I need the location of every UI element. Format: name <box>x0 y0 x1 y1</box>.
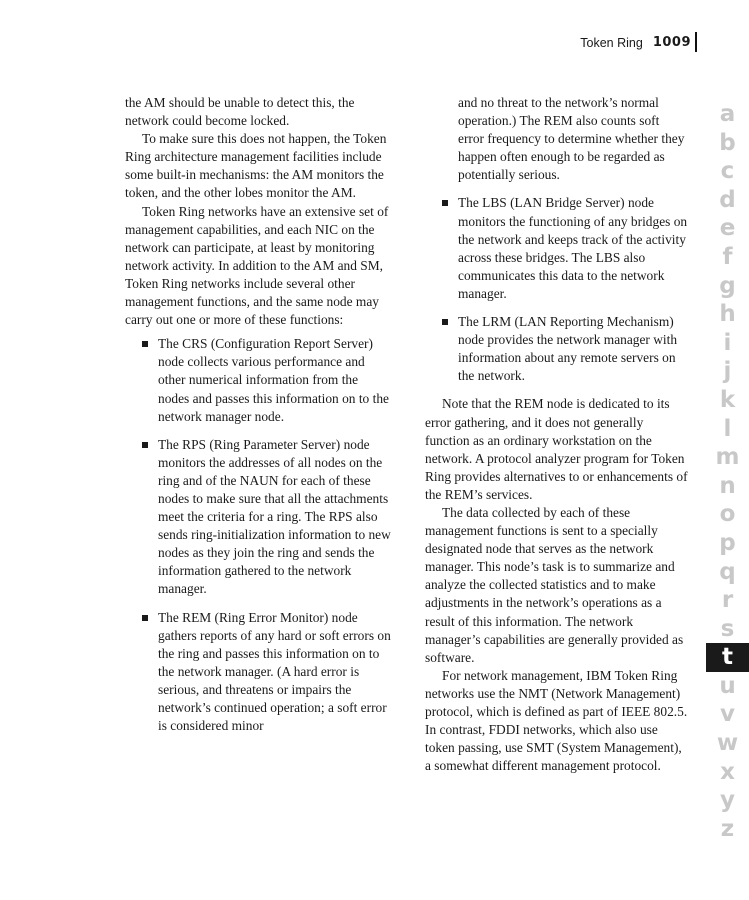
running-header <box>580 34 691 52</box>
alphabet-tab-v: v <box>720 701 735 728</box>
alphabet-tab-x: x <box>720 758 735 785</box>
alphabet-tab-z: z <box>720 815 735 842</box>
alphabet-tab-l: l <box>723 415 732 442</box>
paragraph: The data collected by each of these management functions is sent to a specially designated node that serves as the network manager. This node’s task is to summarize and analyze the collected statistics and to make adjustments in the network’s operations as a result of this information. The network manager’s capabilities are generally provided as software. <box>425 504 684 665</box>
bullet-item-lbs: The LBS (LAN Bridge Server) node monitors the functioning of any bridges on the network and keeps track of the activity across these bridges. The LBS also communicates this data to the network manager. <box>425 194 688 303</box>
alphabet-tab-h: h <box>719 301 736 328</box>
alphabet-tab-u: u <box>719 672 736 699</box>
alphabet-tab-d: d <box>719 186 736 213</box>
alphabet-tab-i: i <box>723 329 732 356</box>
paragraph: For network management, IBM Token Ring networks use the NMT (Network Management) protocol, which is defined as part of IEEE 802.5. In contrast, FDDI networks, which also use token passing, use SMT (System Management), a somewhat different management protocol. <box>425 667 688 774</box>
alphabet-tab-t: t <box>706 643 749 672</box>
alphabet-tab-o: o <box>719 501 736 528</box>
bullet-list <box>425 94 688 385</box>
bullet-item-rem-continued: and no threat to the network’s normal operation.) The REM also counts soft error frequency to determine whether they happen often enough to be regarded as potentially serious. <box>458 95 685 183</box>
alphabet-tab-w: w <box>716 730 739 757</box>
bullet-list <box>125 335 391 735</box>
alphabet-tab-g: g <box>719 272 736 299</box>
alphabet-tab-p: p <box>719 529 736 556</box>
header-title: Token Ring <box>580 36 643 50</box>
alphabet-tab-r: r <box>721 587 734 614</box>
right-column <box>425 94 688 775</box>
bullet-item-rem: The REM (Ring Error Monitor) node gathers reports of any hard or soft errors on the ring and passes this information on to the network manager. (A hard error is serious, and threatens or impairs the network’s continued operation; a soft error is considered minor <box>125 609 391 736</box>
alphabet-tab-j: j <box>723 358 732 385</box>
bullet-item-lrm: The LRM (LAN Reporting Mechanism) node provides the network manager with information about any remote servers on the network. <box>425 313 688 385</box>
alphabet-tab-k: k <box>719 386 736 413</box>
alphabet-tab-a: a <box>719 101 736 127</box>
alphabet-tab-n: n <box>719 472 736 499</box>
alphabet-tab-m: m <box>715 444 740 471</box>
alphabet-tab-f: f <box>722 243 733 270</box>
paragraph: the AM should be unable to detect this, the network could become locked. <box>125 95 355 129</box>
alphabet-tab-b: b <box>719 129 736 156</box>
paragraph: Token Ring networks have an extensive set of management capabilities, and each NIC on the network can participate, at least by monitoring network activity. In addition to the AM and SM, Token Ring networks include several other management functions, and the same node may carry out one or more of these functions: <box>125 203 389 328</box>
alphabet-tab-c: c <box>720 158 735 185</box>
page-number: 1009 <box>652 35 691 50</box>
alphabet-tab-q: q <box>719 558 736 585</box>
alphabet-tab-y: y <box>720 787 735 814</box>
bullet-item-crs: The CRS (Configuration Report Server) node collects various performance and other numerical information from the nodes and passes this information on to the network manager node. <box>125 335 391 425</box>
header-rule <box>695 32 697 52</box>
left-column <box>125 94 391 745</box>
alphabet-tab-s: s <box>720 615 735 642</box>
bullet-item-rps: The RPS (Ring Parameter Server) node monitors the addresses of all nodes on the ring and of the NAUN for each of these nodes to make sure that all the attachments meet the criteria for a ring. The RPS also sends ring-initialization information to new nodes as they join the ring and sends the information gathered to the network manager. <box>125 436 391 599</box>
paragraph: Note that the REM node is dedicated to its error gathering, and it does not generally function as an ordinary workstation on the network. A protocol analyzer program for Token Ring provides alternatives to or enhancements of the REM’s services. <box>425 396 688 502</box>
paragraph: To make sure this does not happen, the Token Ring architecture management facilities include some built-in mechanisms: the AM monitors the token, and the other lobes monitor the AM. <box>125 131 387 201</box>
alphabet-tab-e: e <box>719 215 736 242</box>
alphabet-tab-index <box>706 100 749 843</box>
